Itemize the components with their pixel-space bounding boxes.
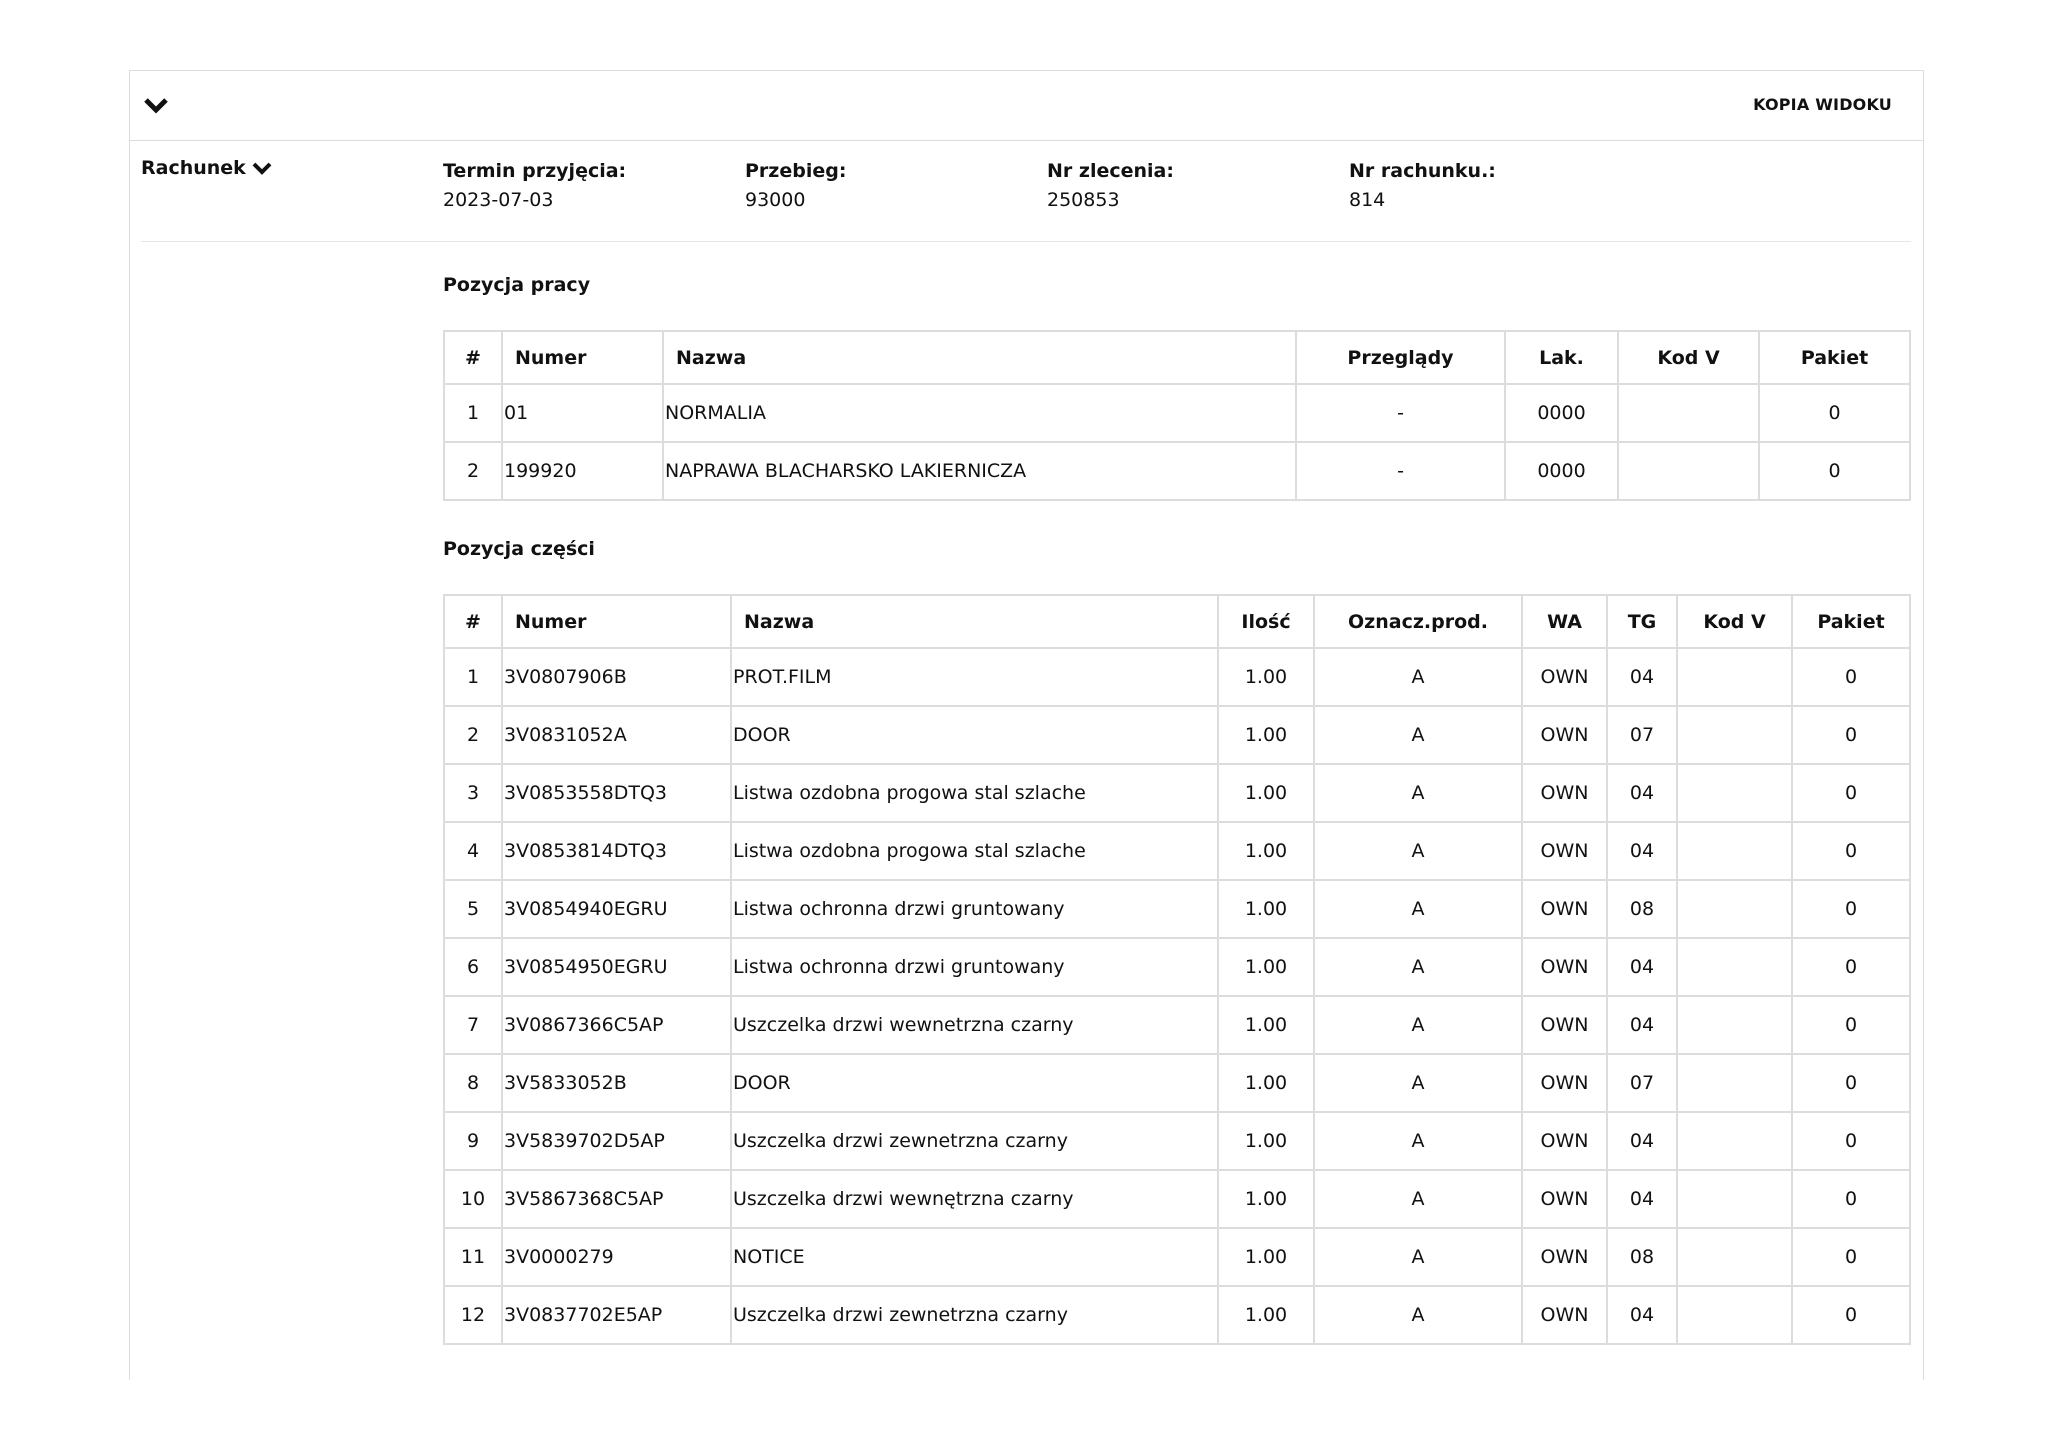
table-header-row	[444, 331, 1910, 384]
table-cell: NAPRAWA BLACHARSKO LAKIERNICZA	[663, 442, 1296, 500]
meta-value: 814	[1349, 189, 1386, 211]
table-cell: A	[1314, 648, 1522, 706]
table-cell: 1.00	[1218, 880, 1314, 938]
table-cell: OWN	[1522, 1228, 1607, 1286]
column-header: Kod V	[1677, 595, 1792, 648]
table-cell: 0	[1792, 1170, 1910, 1228]
table-cell: -	[1296, 442, 1505, 500]
column-header: Nazwa	[663, 331, 1296, 384]
column-header: Numer	[502, 595, 731, 648]
table-cell: DOOR	[731, 1054, 1218, 1112]
column-header: Numer	[502, 331, 663, 384]
table-row	[444, 1228, 1910, 1286]
table-cell: 0000	[1505, 442, 1618, 500]
table-cell: OWN	[1522, 938, 1607, 996]
table-cell: A	[1314, 880, 1522, 938]
table-cell: A	[1314, 764, 1522, 822]
meta-value: 2023-07-03	[443, 189, 554, 211]
table-cell: 04	[1607, 764, 1677, 822]
table-cell: A	[1314, 1054, 1522, 1112]
table-cell: 199920	[502, 442, 663, 500]
table-cell: 1.00	[1218, 1112, 1314, 1170]
table-cell: A	[1314, 1286, 1522, 1344]
table-cell: 04	[1607, 648, 1677, 706]
table-cell: OWN	[1522, 1054, 1607, 1112]
table-cell: OWN	[1522, 1286, 1607, 1344]
table-cell: A	[1314, 1228, 1522, 1286]
invoice-section-toggle[interactable]	[141, 157, 272, 179]
table-row	[444, 442, 1910, 500]
table-row	[444, 996, 1910, 1054]
table-cell	[1677, 1170, 1792, 1228]
table-cell: A	[1314, 938, 1522, 996]
table-cell: A	[1314, 1170, 1522, 1228]
table-cell: 0	[1759, 442, 1910, 500]
panel-header	[130, 71, 1923, 141]
table-row	[444, 880, 1910, 938]
table-cell: A	[1314, 706, 1522, 764]
table-row	[444, 1112, 1910, 1170]
column-header: Przeglądy	[1296, 331, 1505, 384]
table-cell: Uszczelka drzwi zewnetrzna czarny	[731, 1286, 1218, 1344]
table-cell: OWN	[1522, 822, 1607, 880]
table-cell: 1.00	[1218, 996, 1314, 1054]
table-cell: 04	[1607, 938, 1677, 996]
table-cell: 0	[1792, 648, 1910, 706]
table-cell: OWN	[1522, 764, 1607, 822]
table-cell: 4	[444, 822, 502, 880]
table-cell: 1.00	[1218, 764, 1314, 822]
meta-label: Nr zlecenia:	[1047, 160, 1174, 182]
table-cell	[1677, 648, 1792, 706]
table-cell	[1677, 1228, 1792, 1286]
meta-field-intake-date	[443, 157, 626, 215]
column-header: TG	[1607, 595, 1677, 648]
meta-field-mileage	[745, 157, 846, 215]
table-cell: 1.00	[1218, 706, 1314, 764]
table-cell: 04	[1607, 996, 1677, 1054]
chevron-down-icon[interactable]	[144, 95, 168, 115]
table-cell: 1.00	[1218, 938, 1314, 996]
work-items-title: Pozycja pracy	[443, 274, 591, 296]
table-cell	[1677, 996, 1792, 1054]
table-row	[444, 938, 1910, 996]
table-cell: 3V5867368C5AP	[502, 1170, 731, 1228]
table-cell	[1677, 880, 1792, 938]
table-cell: 0	[1792, 822, 1910, 880]
table-cell: 07	[1607, 706, 1677, 764]
copy-view-button[interactable]: KOPIA WIDOKU	[1753, 95, 1892, 114]
table-cell: PROT.FILM	[731, 648, 1218, 706]
table-cell: 1.00	[1218, 1286, 1314, 1344]
table-cell: 1.00	[1218, 1228, 1314, 1286]
table-cell: 08	[1607, 1228, 1677, 1286]
table-cell	[1618, 384, 1759, 442]
section-divider	[141, 241, 1911, 242]
table-cell	[1618, 442, 1759, 500]
table-cell: 2	[444, 706, 502, 764]
table-cell: 1	[444, 648, 502, 706]
table-cell: 1.00	[1218, 822, 1314, 880]
table-cell: A	[1314, 822, 1522, 880]
column-header: Lak.	[1505, 331, 1618, 384]
table-cell: -	[1296, 384, 1505, 442]
part-items-table	[443, 594, 1911, 1345]
meta-label: Termin przyjęcia:	[443, 160, 627, 182]
table-cell	[1677, 1286, 1792, 1344]
table-cell: 6	[444, 938, 502, 996]
meta-field-invoice-number	[1349, 157, 1496, 215]
meta-label: Nr rachunku.:	[1349, 160, 1496, 182]
meta-label: Przebieg:	[745, 160, 847, 182]
table-row	[444, 384, 1910, 442]
column-header: #	[444, 331, 502, 384]
table-row	[444, 706, 1910, 764]
table-cell: 1	[444, 384, 502, 442]
table-cell: 0000	[1505, 384, 1618, 442]
table-cell: OWN	[1522, 996, 1607, 1054]
table-cell: Listwa ochronna drzwi gruntowany	[731, 880, 1218, 938]
table-cell: Listwa ozdobna progowa stal szlache	[731, 764, 1218, 822]
table-cell: 3	[444, 764, 502, 822]
table-cell: 0	[1792, 1054, 1910, 1112]
column-header: Kod V	[1618, 331, 1759, 384]
meta-value: 93000	[745, 189, 806, 211]
table-cell: 3V0837702E5AP	[502, 1286, 731, 1344]
table-cell: Uszczelka drzwi zewnetrzna czarny	[731, 1112, 1218, 1170]
table-cell	[1677, 1112, 1792, 1170]
table-cell	[1677, 938, 1792, 996]
table-cell: 3V0853558DTQ3	[502, 764, 731, 822]
column-header: #	[444, 595, 502, 648]
work-items-table	[443, 330, 1911, 501]
meta-field-order-number	[1047, 157, 1174, 215]
table-cell: 5	[444, 880, 502, 938]
table-cell: OWN	[1522, 648, 1607, 706]
column-header: Ilość	[1218, 595, 1314, 648]
table-cell: A	[1314, 1112, 1522, 1170]
table-cell: 9	[444, 1112, 502, 1170]
table-cell: 07	[1607, 1054, 1677, 1112]
table-cell: 0	[1792, 996, 1910, 1054]
table-cell: 04	[1607, 1170, 1677, 1228]
table-row	[444, 1170, 1910, 1228]
part-items-title: Pozycja części	[443, 538, 595, 560]
table-cell: OWN	[1522, 1112, 1607, 1170]
table-cell: 3V0000279	[502, 1228, 731, 1286]
table-row	[444, 1054, 1910, 1112]
table-cell: OWN	[1522, 1170, 1607, 1228]
column-header: Nazwa	[731, 595, 1218, 648]
table-cell: 0	[1792, 764, 1910, 822]
table-cell: OWN	[1522, 880, 1607, 938]
table-cell: 3V0853814DTQ3	[502, 822, 731, 880]
table-cell: 08	[1607, 880, 1677, 938]
table-cell: Listwa ochronna drzwi gruntowany	[731, 938, 1218, 996]
table-cell: 0	[1792, 1286, 1910, 1344]
document-panel	[129, 70, 1924, 1380]
table-cell: 0	[1792, 880, 1910, 938]
table-cell: 3V5839702D5AP	[502, 1112, 731, 1170]
table-cell: 04	[1607, 1286, 1677, 1344]
table-cell: 1.00	[1218, 1054, 1314, 1112]
column-header: Pakiet	[1792, 595, 1910, 648]
chevron-down-icon	[252, 160, 272, 176]
table-cell: DOOR	[731, 706, 1218, 764]
invoice-section-label: Rachunek	[141, 157, 246, 179]
table-cell: NOTICE	[731, 1228, 1218, 1286]
table-cell	[1677, 706, 1792, 764]
column-header: Pakiet	[1759, 331, 1910, 384]
table-cell	[1677, 822, 1792, 880]
table-cell: Listwa ozdobna progowa stal szlache	[731, 822, 1218, 880]
table-cell: 3V5833052B	[502, 1054, 731, 1112]
table-cell: A	[1314, 996, 1522, 1054]
table-cell: 2	[444, 442, 502, 500]
table-cell: 3V0854950EGRU	[502, 938, 731, 996]
table-row	[444, 764, 1910, 822]
table-cell: OWN	[1522, 706, 1607, 764]
table-cell: 1.00	[1218, 1170, 1314, 1228]
table-cell: 04	[1607, 1112, 1677, 1170]
meta-value: 250853	[1047, 189, 1120, 211]
table-cell: 1.00	[1218, 648, 1314, 706]
table-cell: 0	[1792, 938, 1910, 996]
table-cell: 0	[1792, 706, 1910, 764]
table-cell: 01	[502, 384, 663, 442]
table-cell: 0	[1792, 1228, 1910, 1286]
table-row	[444, 822, 1910, 880]
table-cell: 8	[444, 1054, 502, 1112]
table-cell: 3V0807906B	[502, 648, 731, 706]
table-cell: 04	[1607, 822, 1677, 880]
table-header-row	[444, 595, 1910, 648]
table-row	[444, 648, 1910, 706]
table-cell: 3V0867366C5AP	[502, 996, 731, 1054]
table-cell: 3V0854940EGRU	[502, 880, 731, 938]
table-cell: 7	[444, 996, 502, 1054]
table-cell: 0	[1759, 384, 1910, 442]
column-header: WA	[1522, 595, 1607, 648]
table-cell: 11	[444, 1228, 502, 1286]
table-row	[444, 1286, 1910, 1344]
table-cell: 10	[444, 1170, 502, 1228]
table-cell: Uszczelka drzwi wewnetrzna czarny	[731, 996, 1218, 1054]
table-cell: Uszczelka drzwi wewnętrzna czarny	[731, 1170, 1218, 1228]
table-cell: 3V0831052A	[502, 706, 731, 764]
table-cell: 0	[1792, 1112, 1910, 1170]
table-cell: NORMALIA	[663, 384, 1296, 442]
column-header: Oznacz.prod.	[1314, 595, 1522, 648]
table-cell	[1677, 764, 1792, 822]
table-cell: 12	[444, 1286, 502, 1344]
table-cell	[1677, 1054, 1792, 1112]
